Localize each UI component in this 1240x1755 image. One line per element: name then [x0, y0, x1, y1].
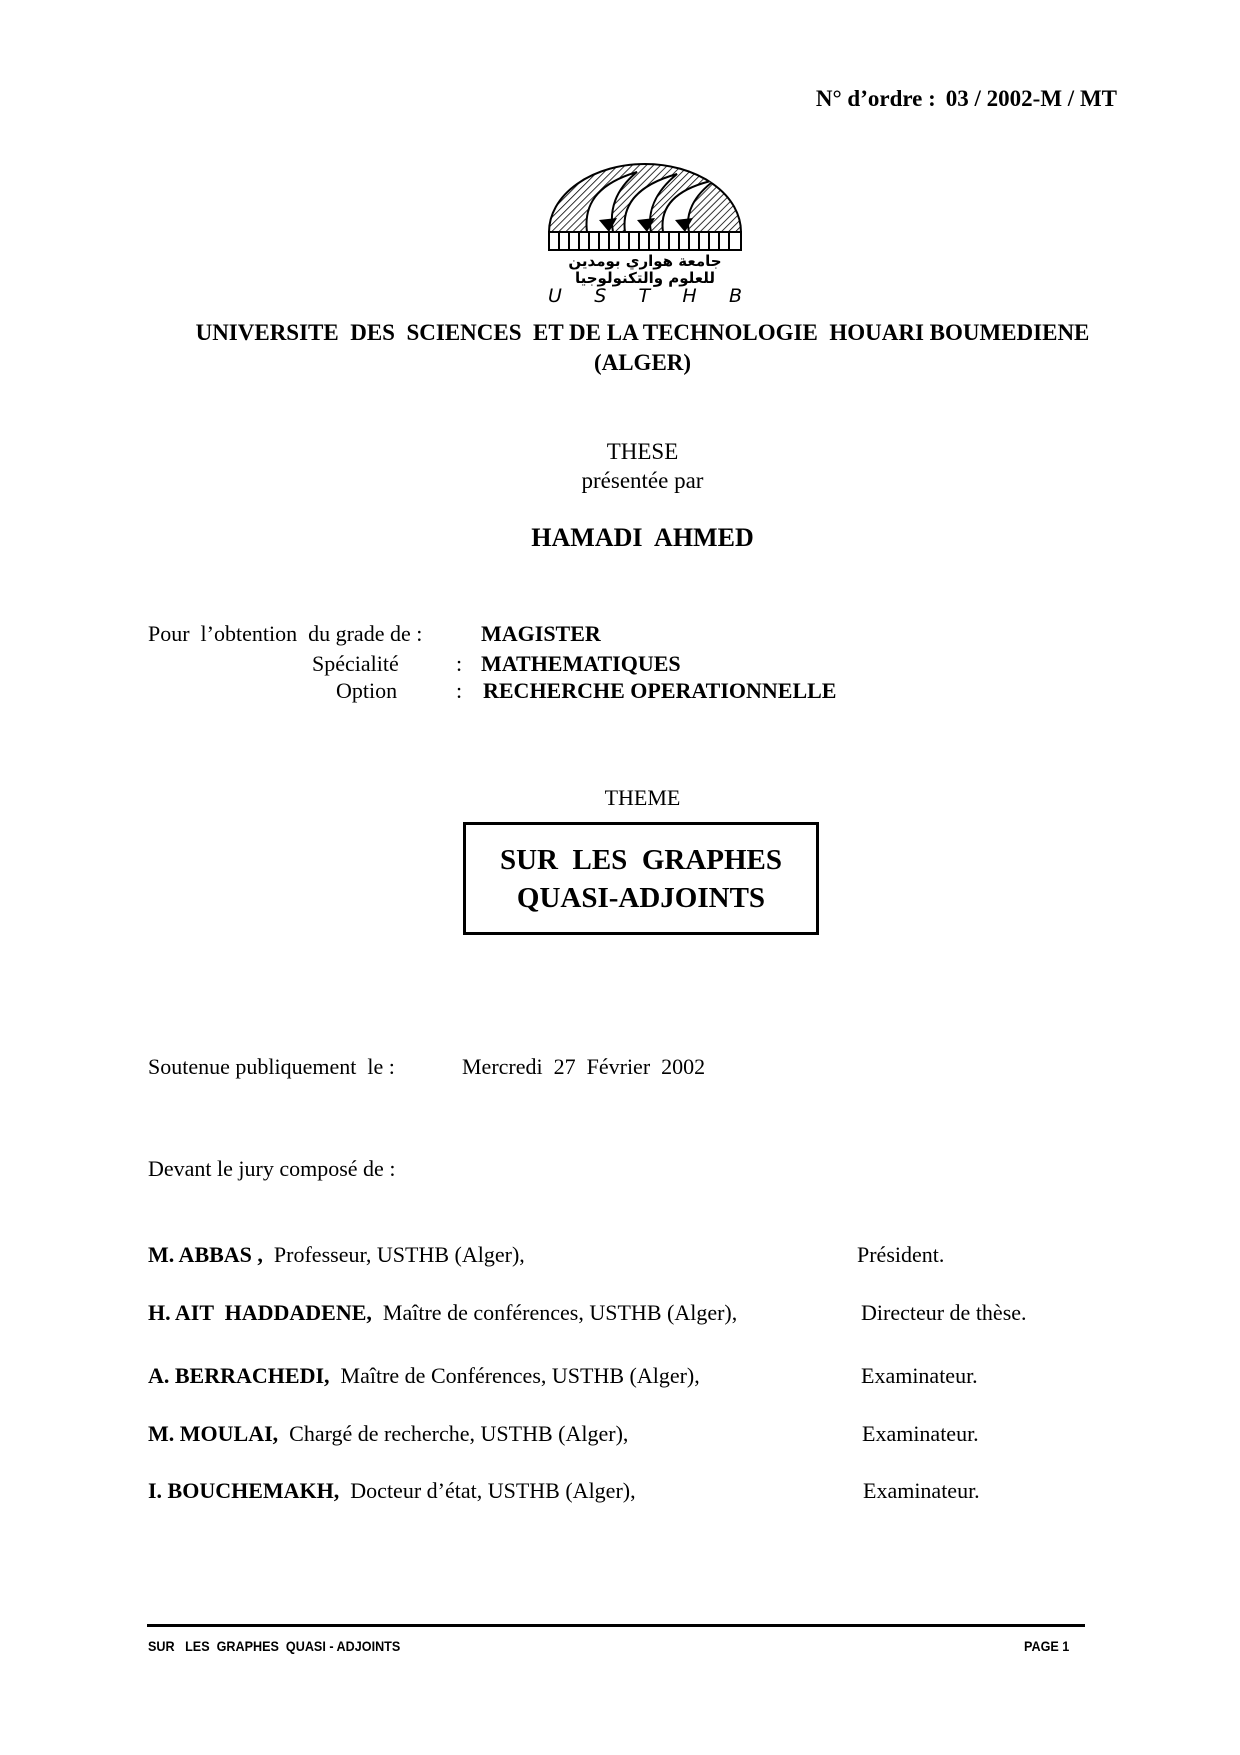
- jury-member: [148, 1242, 525, 1268]
- logo-letter: S: [594, 285, 607, 307]
- option-label: Option: [336, 678, 398, 703]
- jury-member: [148, 1300, 737, 1326]
- jury-member-details: Professeur, USTHB (Alger),: [262, 1242, 525, 1267]
- jury-member-separator: ,: [333, 1478, 340, 1503]
- order-number-value: 03 / 2002-M / MT: [945, 86, 1117, 111]
- thesis-label-block: [150, 437, 1135, 495]
- thesis-label: THESE: [606, 439, 679, 464]
- logo-letter: T: [638, 285, 651, 307]
- university-name-line2: (ALGER): [593, 350, 692, 375]
- logo-letter: B: [728, 285, 742, 307]
- grade-row: [148, 621, 422, 647]
- logo-arabic-line2: للعلوم والتكنولوجيا: [574, 269, 716, 287]
- footer-title: SUR LES GRAPHES QUASI - ADJOINTS: [148, 1638, 401, 1654]
- jury-intro: Devant le jury composé de :: [148, 1156, 396, 1181]
- specialty-separator: :: [456, 651, 463, 676]
- theme-label: THEME: [604, 785, 681, 810]
- university-name: [150, 318, 1135, 378]
- option-value: RECHERCHE OPERATIONNELLE: [483, 678, 837, 703]
- specialty-label: Spécialité: [312, 651, 399, 676]
- order-number-label: N° d’ordre :: [815, 86, 936, 111]
- author-name: HAMADI AHMED: [531, 523, 754, 552]
- theme-title-line2: QUASI-ADJOINTS: [516, 881, 766, 914]
- jury-member-separator: ,: [324, 1363, 330, 1388]
- theme-title-line1: SUR LES GRAPHES: [499, 843, 782, 876]
- footer-page-number: PAGE 1: [1024, 1638, 1070, 1654]
- jury-member-name: I. BOUCHEMAKH: [148, 1478, 334, 1503]
- defense-date: Mercredi 27 Février 2002: [462, 1054, 706, 1079]
- jury-member: [148, 1363, 700, 1389]
- logo-letter: U: [548, 285, 562, 307]
- jury-member: [148, 1478, 636, 1504]
- jury-member-name: H. AIT HADDADENE: [148, 1300, 367, 1325]
- grade-value: MAGISTER: [481, 621, 601, 646]
- order-number: [816, 86, 1117, 112]
- jury-member-details: Maître de conférences, USTHB (Alger),: [371, 1300, 738, 1325]
- jury-member-role: Examinateur.: [861, 1363, 978, 1388]
- jury-member-details: Maître de Conférences, USTHB (Alger),: [329, 1363, 700, 1388]
- defense-label: Soutenue publiquement le :: [148, 1054, 395, 1079]
- specialty-value: MATHEMATIQUES: [481, 651, 681, 676]
- jury-member-name: M. MOULAI: [148, 1421, 273, 1446]
- option-separator: :: [456, 678, 463, 703]
- presented-by: présentée par: [581, 468, 704, 493]
- jury-member-role: Président.: [857, 1242, 945, 1267]
- jury-member-role: Examinateur.: [863, 1478, 980, 1503]
- jury-member: [148, 1421, 628, 1447]
- logo-arabic-line1: جامعة هواري بومدين: [568, 252, 722, 270]
- jury-member-name: A. BERRACHEDI: [148, 1363, 325, 1388]
- logo-letters: [548, 285, 742, 307]
- jury-member-name: M. ABBAS: [148, 1242, 252, 1267]
- footer-rule: [147, 1624, 1085, 1627]
- jury-member-role: Examinateur.: [862, 1421, 979, 1446]
- jury-member-separator: ,: [251, 1242, 263, 1267]
- jury-member-separator: ,: [366, 1300, 372, 1325]
- university-name-line1: UNIVERSITE DES SCIENCES ET DE LA TECHNOLOGIE HOUARI BOUMEDIENE: [195, 320, 1090, 345]
- logo-letter: H: [682, 285, 697, 307]
- jury-member-details: Docteur d’état, USTHB (Alger),: [339, 1478, 636, 1503]
- jury-member-separator: ,: [272, 1421, 279, 1446]
- jury-member-details: Chargé de recherche, USTHB (Alger),: [278, 1421, 629, 1446]
- theme-title-box: [463, 822, 819, 935]
- grade-label: Pour l’obtention du grade de :: [148, 621, 423, 646]
- jury-member-role: Directeur de thèse.: [861, 1300, 1027, 1325]
